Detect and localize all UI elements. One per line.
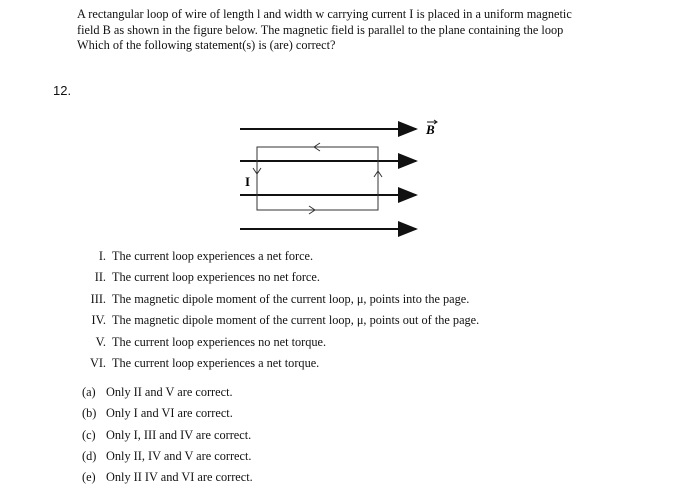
answer-option xyxy=(82,406,253,427)
statement-text: The magnetic dipole moment of the current loop, μ, points out of the page. xyxy=(112,313,480,328)
statement-text: The current loop experiences a net torque. xyxy=(112,355,320,370)
statement-item xyxy=(80,313,479,334)
option-label: (c) xyxy=(82,427,96,442)
option-label: (b) xyxy=(82,406,97,421)
field-label: B xyxy=(426,122,435,137)
statement-text: The current loop experiences no net force. xyxy=(112,270,320,285)
option-text: Only II IV and VI are correct. xyxy=(106,470,253,485)
statement-item xyxy=(80,270,479,291)
option-label: (a) xyxy=(82,385,96,399)
question-line-3: Which of the following statement(s) is (are) correct? xyxy=(77,38,336,52)
statement-number: V. xyxy=(95,334,106,349)
statement-number: VI. xyxy=(89,355,106,370)
question-number: 12. xyxy=(53,83,72,98)
statement-text: The current loop experiences a net force. xyxy=(112,249,314,263)
statement-text: The current loop experiences no net torque. xyxy=(112,334,327,349)
loop-diagram xyxy=(230,118,450,238)
option-label: (d) xyxy=(82,448,97,463)
statement-number: III. xyxy=(90,291,106,306)
answer-option xyxy=(82,385,253,406)
statement-number: IV. xyxy=(91,313,106,328)
statement-number: I. xyxy=(98,249,106,263)
question-line-1: A rectangular loop of wire of length l and width w carrying current I is placed in a uniform magnetic xyxy=(77,7,572,21)
statement-item xyxy=(80,249,479,270)
statement-text: The magnetic dipole moment of the current loop, μ, points into the page. xyxy=(112,291,470,306)
answer-options xyxy=(82,385,253,491)
option-text: Only I, III and IV are correct. xyxy=(106,427,252,442)
current-loop xyxy=(257,147,378,210)
answer-option xyxy=(82,449,253,470)
question-text xyxy=(77,7,677,54)
question-line-2: field B as shown in the figure below. The magnetic field is parallel to the plane containing the loop xyxy=(77,22,564,37)
option-text: Only II and V are correct. xyxy=(106,385,233,399)
statement-item xyxy=(80,356,479,377)
option-text: Only I and VI are correct. xyxy=(106,406,233,421)
statements-list xyxy=(80,249,479,377)
answer-option xyxy=(82,428,253,449)
statement-item xyxy=(80,335,479,356)
option-label: (e) xyxy=(82,470,96,485)
statement-item xyxy=(80,292,479,313)
option-text: Only II, IV and V are correct. xyxy=(106,448,252,463)
current-label: I xyxy=(245,174,251,189)
statement-number: II. xyxy=(94,270,106,285)
